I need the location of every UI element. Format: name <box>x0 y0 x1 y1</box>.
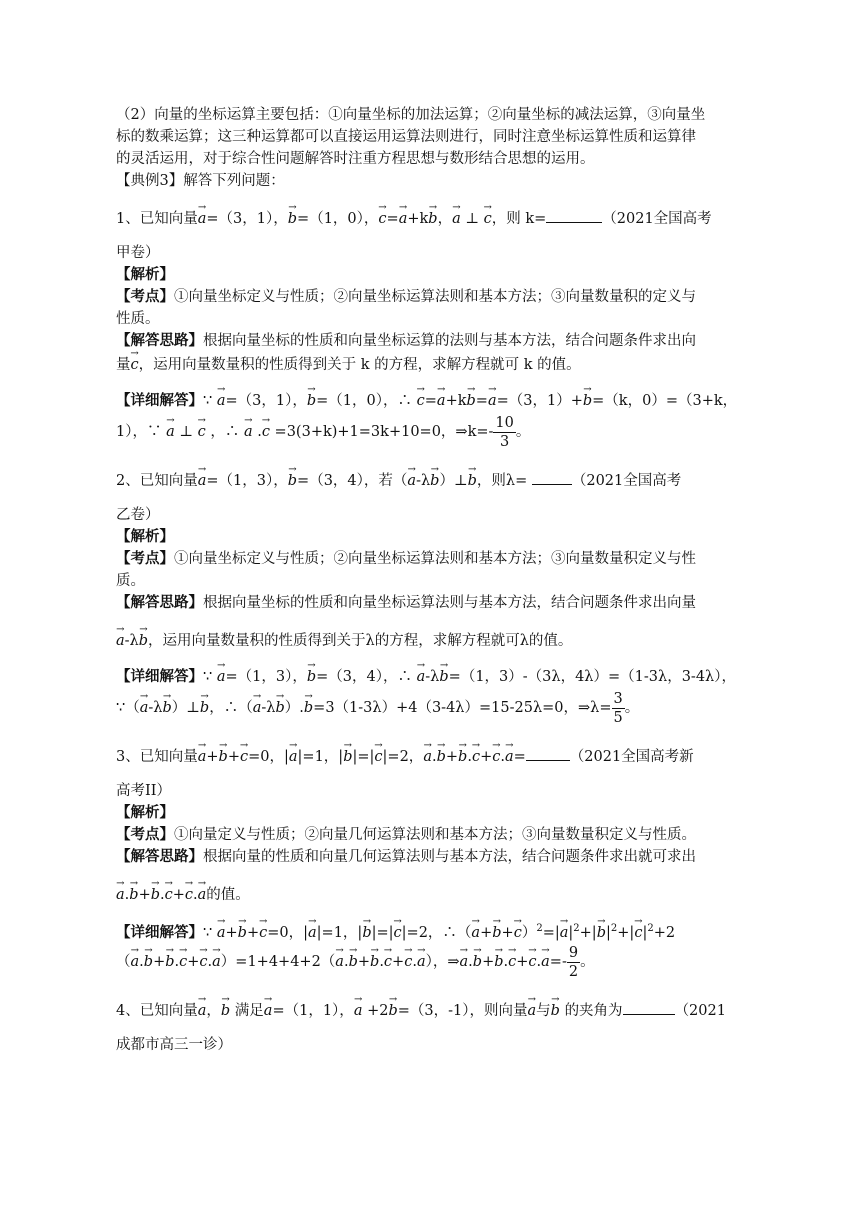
problem-4-source: 成都市高三一诊） <box>116 1037 232 1053</box>
fraction-k: $\frac{10}{3}$ <box>495 414 514 450</box>
answer-blank-3 <box>526 744 570 761</box>
problem-2-question: 2、已知向量→ a=（1，3），→ b=（3，4），若（→ a-λ→ b）⊥→ b，则λ= （2021全国高考 <box>116 468 756 490</box>
problem-4-question: 4、已知向量→ a，→ b 满足→ a=（1，1），→ a +2→ b=（3，-1），则向量→ a与→ b 的夹角为 （2021 <box>116 998 756 1020</box>
fraction-result: $\frac{9}{2}$ <box>568 944 579 980</box>
document-body <box>116 104 756 1056</box>
intro-line-1: （2）向量的坐标运算主要包括：①向量坐标的加法运算；②向量坐标的减法运算，③向量坐 <box>116 107 706 123</box>
problem-2-silu-cont: → a-λ→ b，运用向量数量积的性质得到关于λ的方程，求解方程就可λ的值。 <box>116 628 756 650</box>
problem-3-solution: 【详细解答】∵ → a+→ b+→ c=0，|→ a|=1，|→ b|=|→ c|=2，∴（→ $a+\to b+\to c)^2=|\to a|^2+|\to b|^2+|\to c|^2+2$ <box>116 918 756 940</box>
analysis-label-3: 【解析】 <box>116 804 174 821</box>
problem-1-solution: 【详细解答】∵ → a=（3，1），→ b=（1，0），∴ → c=→ a+k→ b=→ a=（3，1）+→ b=（k，0）=（3+k， <box>116 388 756 410</box>
problem-1-silu: 【解答思路】根据向量坐标的性质和向量坐标运算的法则与基本方法，结合问题条件求出向 <box>116 332 696 349</box>
problem-3-kaodian: 【考点】①向量定义与性质；②向量几何运算法则和基本方法；③向量数量积定义与性质。 <box>116 826 696 843</box>
problem-2-solution-cont: ∵（→ a-λ→ b）⊥→ b，∴（→ a-λ→ b）.→ b=3（1-3λ）+4（3-4λ）=15-25λ=0，⇒λ= $\frac{3}{5}$ 。 <box>116 686 756 730</box>
problem-1-kaodian: 【考点】①向量坐标定义与性质；②向量坐标运算法则和基本方法；③向量数量积的定义与 <box>116 288 696 305</box>
intro-line-2: 标的数乘运算；这三种运算都可以直接运用运算法则进行，同时注意坐标运算性质和运算律 <box>116 129 696 145</box>
problem-1-solution-cont: 1），∵ → a ⊥ → c ，∴ → a .→ c =3(3+k)+1=3k+10=0，⇒k=- $\frac{10}{3}$ 。 <box>116 410 756 454</box>
problem-1-kaodian-cont: 性质。 <box>116 311 160 327</box>
problem-1-source: 甲卷） <box>116 245 160 261</box>
problem-2-source: 乙卷） <box>116 507 160 523</box>
answer-blank-1 <box>546 206 602 223</box>
problem-3-source: 高考II） <box>116 783 171 799</box>
problem-3-silu-cont: → a.→ b+→ b.→ c+→ c.→ a的值。 <box>116 882 756 904</box>
problem-1-silu-cont: 量→ c，运用向量数量积的性质得到关于 k 的方程，求解方程就可 k 的值。 <box>116 352 756 374</box>
answer-blank-4 <box>623 998 675 1015</box>
problem-3-silu: 【解答思路】根据向量的性质和向量几何运算法则与基本方法，结合问题条件求出就可求出 <box>116 848 696 865</box>
problem-2-kaodian-cont: 质。 <box>116 573 145 589</box>
problem-2-solution: 【详细解答】∵ → a=（1，3），→ b=（3，4），∴ → a-λ→ b=（1，3）-（3λ，4λ）=（1-3λ，3-4λ）， <box>116 664 756 686</box>
problem-2-silu: 【解答思路】根据向量坐标的性质和向量坐标运算法则与基本方法，结合问题条件求出向量 <box>116 594 696 611</box>
problem-2-kaodian: 【考点】①向量坐标定义与性质；②向量坐标运算法则和基本方法；③向量数量积定义与性 <box>116 550 696 567</box>
intro-line-3: 的灵活运用，对于综合性问题解答时注重方程思想与数形结合思想的运用。 <box>116 151 595 167</box>
example-title: 【典例3】解答下列问题： <box>116 173 285 189</box>
problem-1-question: 1、已知向量→ a=（3，1），→ b=（1，0），→ c=→ a+k→ b，→ a ⊥ → c，则 k= （2021全国高考 <box>116 206 756 228</box>
fraction-lambda: $\frac{3}{5}$ <box>613 690 623 726</box>
problem-3-question: 3、已知向量→ a+→ b+→ c=0，|→ a|=1，|→ b|=|→ c|=2，→ a.→ b+→ b.→ c+→ c.→ a= （2021全国高考新 <box>116 744 756 766</box>
analysis-label-1: 【解析】 <box>116 266 174 283</box>
problem-3-solution-cont: （→ a.→ b+→ b.→ c+→ c.→ a）=1+4+4+2（→ a.→ b+→ b.→ c+→ c.→ a），⇒→ a.→ b+→ b.→ c+→ c.→ a=- $\frac{9}{2}$ 。 <box>116 940 756 984</box>
answer-blank-2 <box>532 468 572 485</box>
analysis-label-2: 【解析】 <box>116 528 174 545</box>
